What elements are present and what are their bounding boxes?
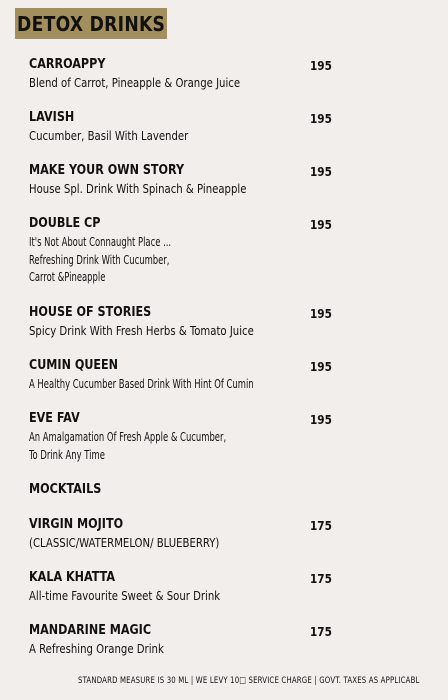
mocktails-heading: MOCKTAILS [29, 482, 102, 497]
menu-item-name: HOUSE OF STORIES [29, 305, 152, 320]
menu-item-price: 175 [310, 571, 332, 586]
section-title: DETOX DRINKS [16, 11, 166, 36]
menu-item-name: LAVISH [29, 110, 75, 125]
menu-item-name: DOUBLE CP [29, 216, 101, 231]
menu-item-name: MAKE YOUR OWN STORY [29, 163, 185, 178]
menu-item-description: Spicy Drink With Fresh Herbs & Tomato Juice [29, 323, 254, 338]
menu-item-price: 195 [310, 217, 332, 232]
menu-item-price: 195 [310, 111, 332, 126]
menu-item-description: Cucumber, Basil With Lavender [29, 128, 189, 143]
menu-item-name: EVE FAV [29, 411, 80, 426]
menu-item-price: 195 [310, 359, 332, 374]
menu-item-price: 195 [310, 412, 332, 427]
menu-item-price: 195 [310, 306, 332, 321]
menu-item-name: VIRGIN MOJITO [29, 517, 124, 532]
menu-item-price: 175 [310, 624, 332, 639]
section-header-detox-drinks [15, 8, 167, 39]
menu-item-description: To Drink Any Time [29, 448, 105, 462]
menu-item-price: 195 [310, 58, 332, 73]
menu-item-description: Carrot &Pineapple [29, 270, 106, 284]
menu-item-price: 195 [310, 164, 332, 179]
menu-item-name: CARROAPPY [29, 57, 106, 72]
menu-item-price: 175 [310, 518, 332, 533]
menu-item-name: MANDARINE MAGIC [29, 623, 152, 638]
menu-item-description: Refreshing Drink With Cucumber, [29, 253, 170, 267]
menu-item-description: All-time Favourite Sweet & Sour Drink [29, 588, 221, 603]
menu-item-description: A Healthy Cucumber Based Drink With Hint Of Cumin [29, 377, 254, 391]
menu-item-description: Blend of Carrot, Pineapple & Orange Juice [29, 75, 241, 90]
menu-item-description: A Refreshing Orange Drink [29, 641, 164, 656]
menu-item-name: KALA KHATTA [29, 570, 116, 585]
menu-item-name: CUMIN QUEEN [29, 358, 119, 373]
menu-item-description: House Spl. Drink With Spinach & Pineapple [29, 181, 247, 196]
menu-item-description: (CLASSIC/WATERMELON/ BLUEBERRY) [29, 535, 220, 550]
menu-item-description: It's Not About Connaught Place ... [29, 235, 172, 249]
menu-item-description: An Amalgamation Of Fresh Apple & Cucumber, [29, 430, 227, 444]
footer-note: STANDARD MEASURE IS 30 ML | WE LEVY 10□ SERVICE CHARGE | GOVT. TAXES AS APPLICABL [78, 676, 420, 686]
